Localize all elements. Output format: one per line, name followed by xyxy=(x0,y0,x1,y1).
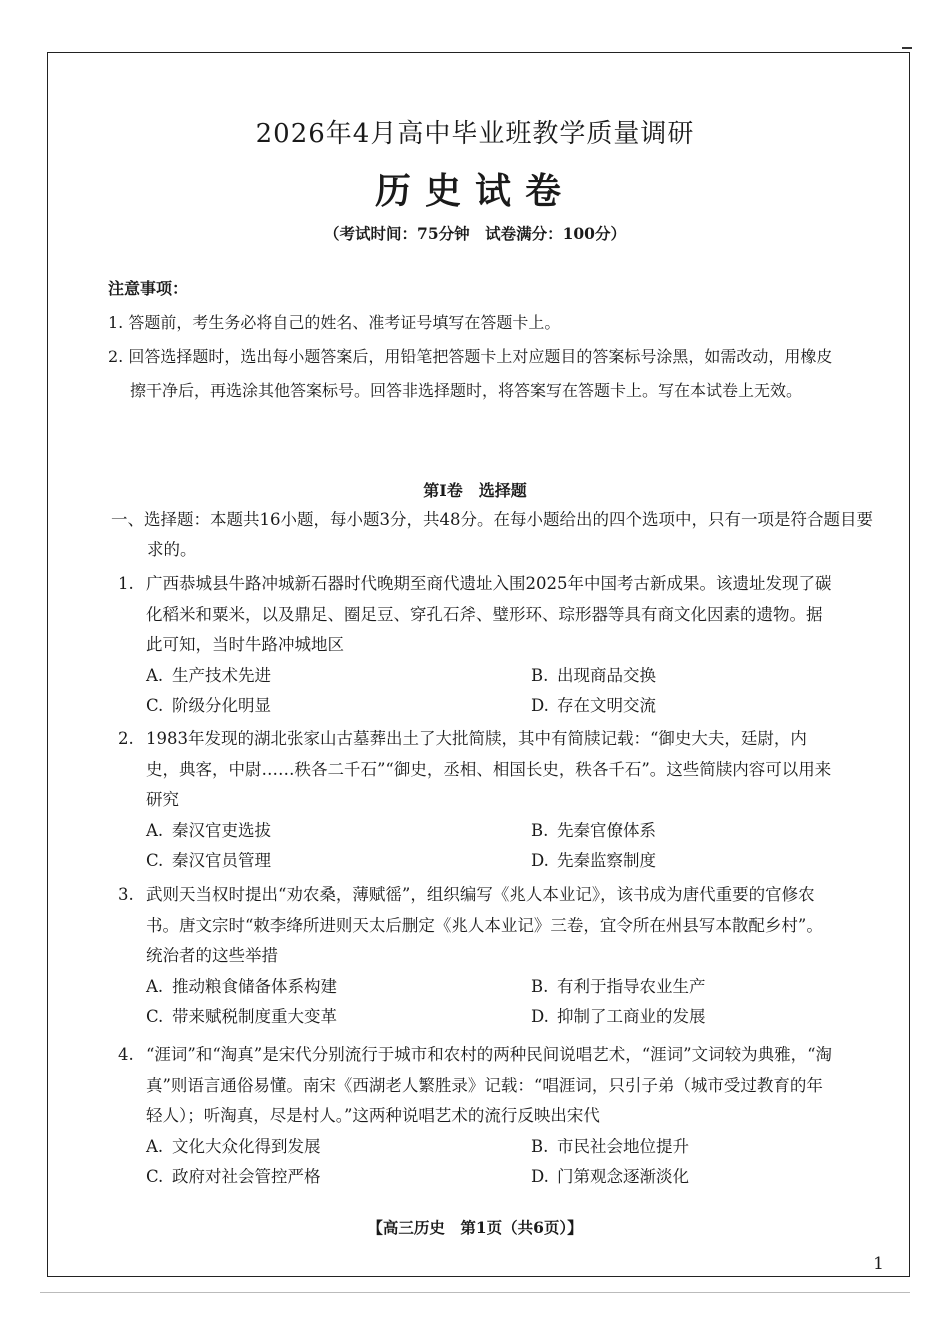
notes-heading: 注意事项： xyxy=(108,279,189,298)
option-c: C. 阶级分化明显 xyxy=(146,696,271,715)
option-c: C. 政府对社会管控严格 xyxy=(146,1167,321,1186)
option-c: C. 带来赋税制度重大变革 xyxy=(146,1007,337,1026)
notes-section xyxy=(108,272,838,408)
exam-title: 2026年4月高中毕业班教学质量调研 xyxy=(255,119,695,149)
question-number: 1. xyxy=(118,574,134,593)
page-footer: 【高三历史 第1页（共6页）】 xyxy=(367,1218,583,1237)
question-stem: “涯词”和“淘真”是宋代分别流行于城市和农村的两种民间说唱艺术，“涯词”文词较为典雅，“淘真”则语言通俗易懂。南宋《西湖老人繁胜录》记载：“唱涯词，只引子弟（城市受过教育的年轻人）；听淘真，尽是村人。”这两种说唱艺术的流行反映出宋代 xyxy=(146,1045,833,1125)
option-b: B. 出现商品交换 xyxy=(531,665,656,685)
option-d: D. 门第观念逐渐淡化 xyxy=(531,1167,689,1186)
option-d: D. 抑制了工商业的发展 xyxy=(531,1007,706,1026)
option-b: B. 有利于指导农业生产 xyxy=(531,976,706,996)
page-number: 1 xyxy=(873,1254,884,1274)
exam-info: （考试时间：75分钟 试卷满分：100分） xyxy=(324,224,626,243)
corner-mark xyxy=(902,47,912,49)
question-number: 3. xyxy=(118,885,134,904)
question-stem: 武则天当权时提出“劝农桑，薄赋徭”，组织编写《兆人本业记》，该书成为唐代重要的官修农书。唐文宗时“敕李绛所进则天太后删定《兆人本业记》三卷，宜令所在州县写本散配乡村”。统治者的这些举措 xyxy=(146,885,823,965)
question-4 xyxy=(118,1040,838,1193)
section-intro: 一、选择题：本题共16小题，每小题3分，共48分。在每小题给出的四个选项中，只有一项是符合题目要求的。 xyxy=(111,510,873,559)
option-c: C. 秦汉官员管理 xyxy=(146,851,271,870)
option-b: B. 先秦官僚体系 xyxy=(531,820,656,840)
option-b: B. 市民社会地位提升 xyxy=(531,1136,689,1156)
bottom-divider xyxy=(40,1292,910,1293)
option-a: A. 推动粮食储备体系构建 xyxy=(146,976,337,996)
question-stem: 广西恭城县牛路冲城新石器时代晚期至商代遗址入围2025年中国考古新成果。该遗址发现了碳化稻米和粟米，以及鼎足、圈足豆、穿孔石斧、璧形环、琮形器等具有商文化因素的遗物。据此可知，当时牛路冲城地区 xyxy=(146,574,832,654)
option-a: A. 生产技术先进 xyxy=(146,665,271,685)
option-a: A. 文化大众化得到发展 xyxy=(146,1136,321,1156)
notes-item: 2. 回答选择题时，选出每小题答案后，用铅笔把答题卡上对应题目的答案标号涂黑，如需改动，用橡皮擦干净后，再选涂其他答案标号。回答非选择题时，将答案写在答题卡上。写在本试卷上无效。 xyxy=(108,347,833,400)
option-d: D. 存在文明交流 xyxy=(531,696,656,715)
question-stem: 1983年发现的湖北张家山古墓葬出土了大批简牍，其中有简牍记载：“御史大夫，廷尉，内史，典客，中尉……秩各二千石”“御史，丞相、相国长史，秩各千石”。这些简牍内容可以用来研究 xyxy=(146,729,832,809)
question-number: 4. xyxy=(118,1045,134,1064)
question-3 xyxy=(118,880,838,1033)
option-d: D. 先秦监察制度 xyxy=(531,851,656,870)
question-number: 2. xyxy=(118,729,134,748)
notes-item: 1. 答题前，考生务必将自己的姓名、准考证号填写在答题卡上。 xyxy=(108,313,561,332)
option-a: A. 秦汉官吏选拔 xyxy=(146,820,271,840)
section-title: 第Ⅰ卷 选择题 xyxy=(423,481,527,500)
question-2 xyxy=(118,724,838,877)
subject-title: 历史试卷 xyxy=(374,170,575,212)
question-1 xyxy=(118,569,838,722)
